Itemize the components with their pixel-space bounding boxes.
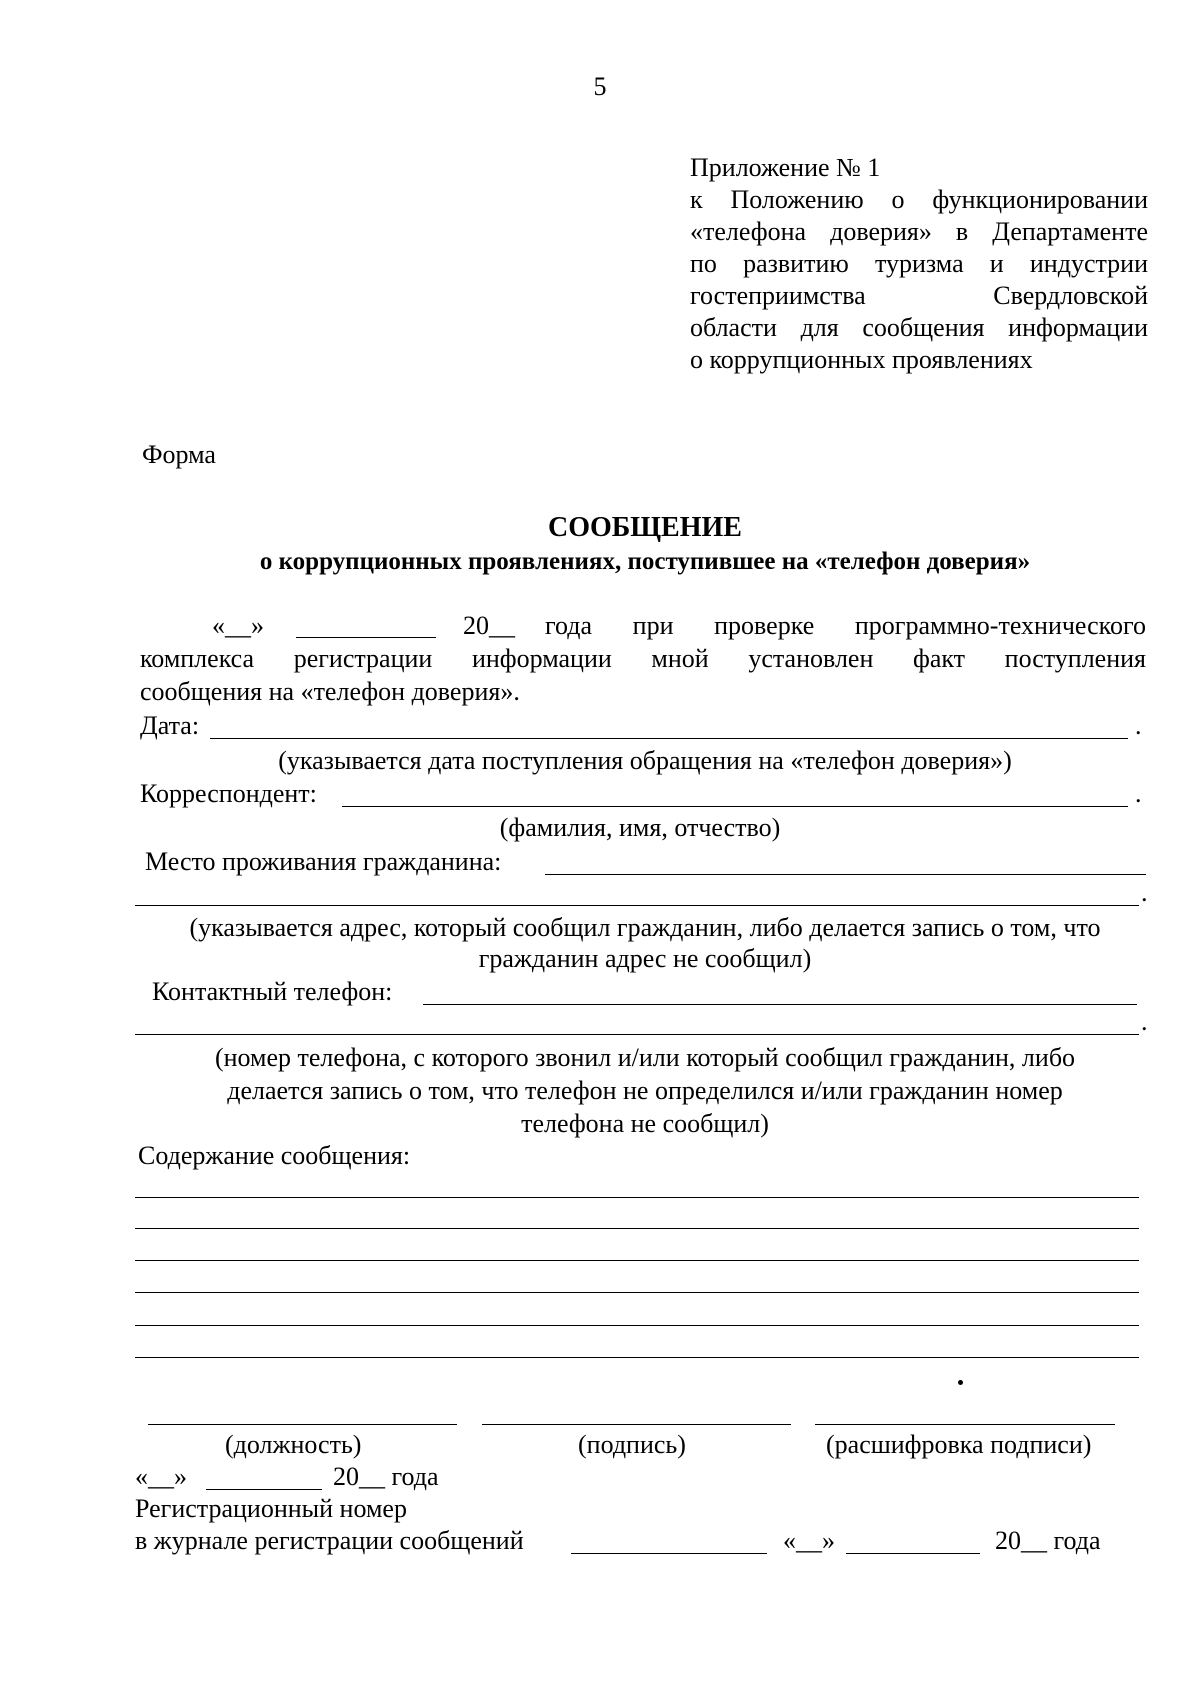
appendix-line: гостеприимства Свердловской [690,281,1148,310]
residence-hint-2: гражданин адрес не сообщил) [478,944,812,973]
signature-line[interactable] [482,1424,791,1425]
content-line[interactable] [135,1357,1139,1358]
residence-hint-1: (указывается адрес, который сообщил гражданин, либо делается запись о том, что [189,913,1101,942]
correspondent-label: Корреспондент: [140,779,317,808]
registration-label: Регистрационный номер [135,1494,407,1523]
intro-line2: комплекса регистрации информации мной установлен факт поступления [140,644,1146,673]
phone-hint-3: телефона не сообщил) [521,1109,769,1138]
footer-date-open: «__» [135,1462,187,1491]
registration-month-line[interactable] [846,1553,980,1554]
appendix-block [690,152,1148,376]
residence-label: Место проживания гражданина: [145,847,502,876]
form-label: Форма [142,440,216,469]
content-line[interactable] [135,1292,1139,1293]
document-title: СООБЩЕНИЕ [548,512,742,543]
content-line[interactable] [135,1260,1139,1261]
date-period: . [1135,711,1142,740]
appendix-line: о коррупционных проявлениях [690,345,1033,374]
registration-number-line[interactable] [571,1553,767,1554]
date-hint: (указывается дата поступления обращения на «телефон доверия») [278,746,1012,775]
document-subtitle: о коррупционных проявлениях, поступившее на «телефон доверия» [259,548,1031,575]
appendix-line: области для сообщения информации [690,313,1148,342]
footer-month-line[interactable] [206,1489,322,1490]
registration-date-open: «__» [783,1526,835,1555]
correspondent-hint: (фамилия, имя, отчество) [499,813,781,842]
content-line[interactable] [135,1325,1139,1326]
scan-speck [958,1380,963,1385]
signature-decode-caption: (расшифровка подписи) [826,1430,1092,1459]
phone-field-line[interactable] [423,1004,1137,1005]
footer-year: 20__ года [333,1462,439,1491]
registration-year: 20__ года [995,1526,1101,1555]
appendix-line: «телефона доверия» в Департаменте [690,217,1148,246]
appendix-line: по развитию туризма и индустрии [690,249,1148,278]
intro-month-line [296,637,436,638]
residence-period: . [1141,878,1148,907]
phone-hint-2: делается запись о том, что телефон не определился и/или гражданин номер [227,1076,1063,1105]
intro-year: 20__ [463,611,515,640]
intro-line3: сообщения на «телефон доверия». [140,677,520,706]
residence-field-line-2[interactable] [135,905,1139,906]
position-caption: (должность) [225,1430,362,1459]
signature-decode-line[interactable] [815,1424,1115,1425]
date-label: Дата: [140,711,200,740]
appendix-line: к Положению о функционировании [690,185,1148,214]
appendix-line: Приложение № 1 [690,153,881,182]
correspondent-period: . [1135,779,1142,808]
phone-field-line-2[interactable] [135,1034,1139,1035]
content-label: Содержание сообщения: [138,1141,411,1170]
date-field-line[interactable] [210,738,1128,739]
phone-period: . [1141,1007,1148,1036]
intro-date-open: «__» [212,611,264,640]
page-number: 5 [593,72,607,101]
correspondent-field-line[interactable] [342,806,1128,807]
content-line[interactable] [135,1228,1139,1229]
signature-caption: (подпись) [578,1430,686,1459]
content-line[interactable] [135,1197,1139,1198]
intro-line1: года при проверке программно-технического [545,611,1146,640]
registration-journal-label: в журнале регистрации сообщений [135,1526,524,1555]
residence-field-line[interactable] [545,874,1146,875]
phone-hint-1: (номер телефона, с которого звонил и/или который сообщил гражданин, либо [214,1043,1076,1072]
phone-label: Контактный телефон: [152,977,393,1006]
position-line[interactable] [148,1424,457,1425]
